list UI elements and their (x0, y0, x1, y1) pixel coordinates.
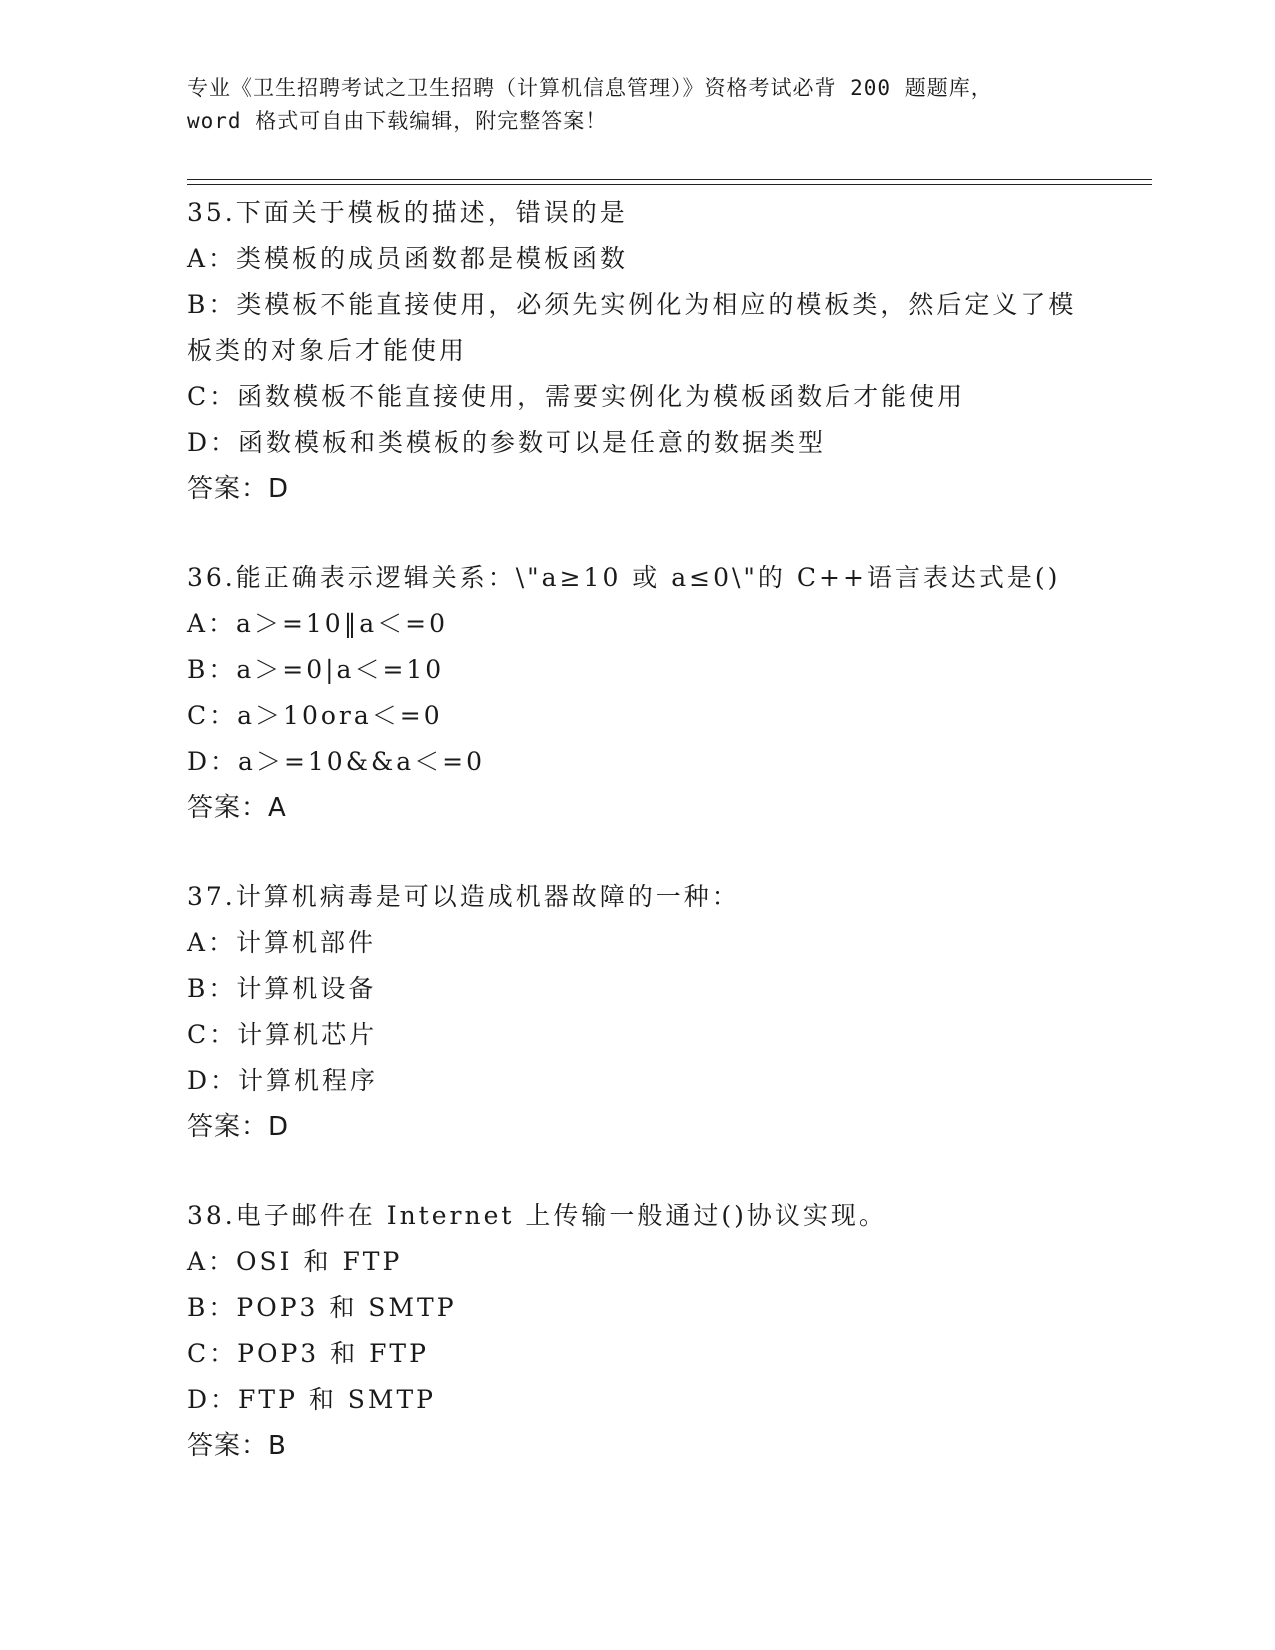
option-c: C：a＞10ora＜=0 (187, 701, 443, 730)
option-c: C：POP3 和 FTP (187, 1339, 429, 1368)
document-header (187, 72, 1087, 138)
option-a: A：计算机部件 (187, 928, 377, 957)
question-38 (187, 1193, 1147, 1469)
header-line-1: 专业《卫生招聘考试之卫生招聘（计算机信息管理）》资格考试必背 200 题题库， (187, 76, 993, 100)
header-line-2: word 格式可自由下载编辑，附完整答案！ (187, 109, 608, 133)
option-b: B：POP3 和 SMTP (187, 1293, 457, 1322)
option-d: D：函数模板和类模板的参数可以是任意的数据类型 (187, 428, 827, 457)
answer: 答案：B (187, 1431, 287, 1461)
question-37 (187, 874, 1147, 1150)
option-a: A：OSI 和 FTP (187, 1247, 403, 1276)
answer: 答案：D (187, 474, 290, 504)
question-list (187, 190, 1147, 1512)
header-divider-bottom (187, 184, 1152, 185)
header-divider-top (187, 179, 1152, 180)
option-d: D：FTP 和 SMTP (187, 1385, 437, 1414)
option-d: D：a＞=10&&a＜=0 (187, 747, 485, 776)
answer: 答案：A (187, 793, 287, 823)
question-stem: 36.能正确表示逻辑关系：\"a≥10 或 a≤0\"的 C++语言表达式是() (187, 563, 1061, 592)
option-c: C：计算机芯片 (187, 1020, 378, 1049)
option-b: B：类模板不能直接使用，必须先实例化为相应的模板类，然后定义了模板类的对象后才能使用 (187, 290, 1077, 365)
option-b: B：a＞=0|a＜=10 (187, 655, 445, 684)
question-stem: 35.下面关于模板的描述，错误的是 (187, 198, 628, 227)
option-a: A：a＞=10‖a＜=0 (187, 609, 448, 638)
option-c: C：函数模板不能直接使用，需要实例化为模板函数后才能使用 (187, 382, 966, 411)
answer: 答案：D (187, 1112, 290, 1142)
question-36 (187, 555, 1147, 831)
option-a: A：类模板的成员函数都是模板函数 (187, 244, 629, 273)
option-d: D：计算机程序 (187, 1066, 379, 1095)
option-b: B：计算机设备 (187, 974, 377, 1003)
question-stem: 38.电子邮件在 Internet 上传输一般通过()协议实现。 (187, 1201, 887, 1230)
question-stem: 37.计算机病毒是可以造成机器故障的一种： (187, 882, 740, 911)
question-35 (187, 190, 1147, 512)
